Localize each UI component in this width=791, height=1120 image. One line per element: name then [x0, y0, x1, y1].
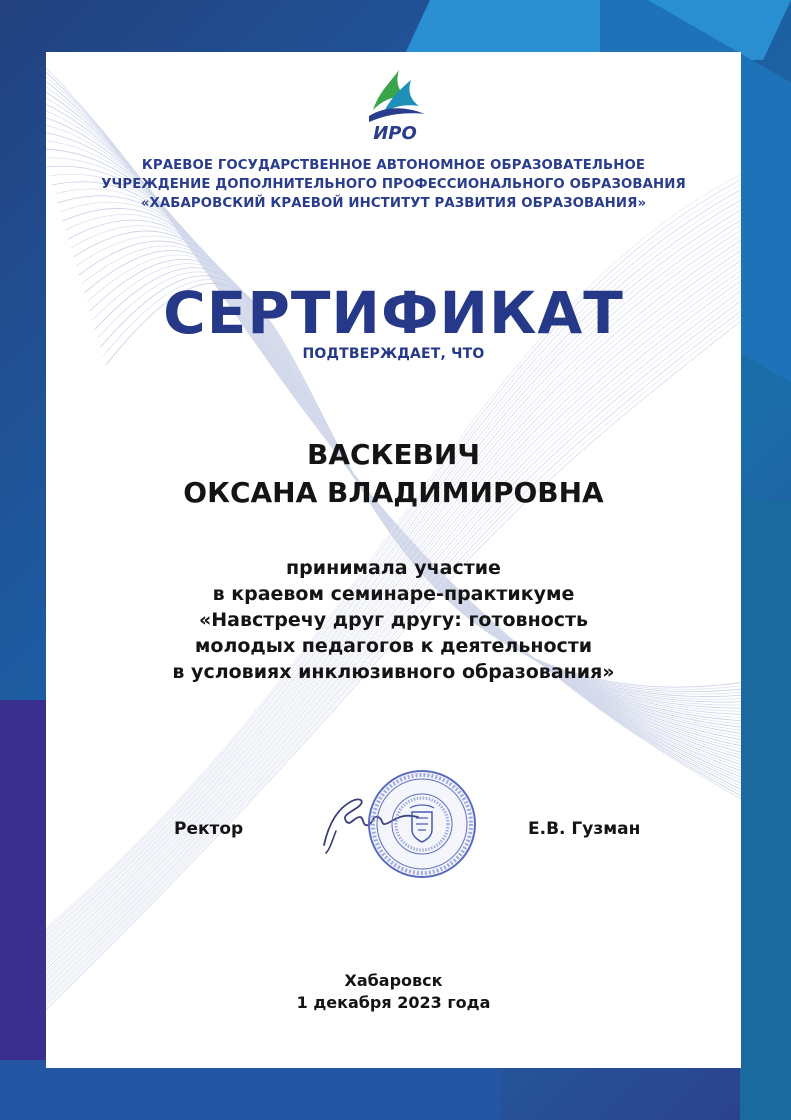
body-line: принимала участие — [286, 557, 501, 579]
official-seal — [366, 768, 478, 880]
body-line: молодых педагогов к деятельности — [194, 635, 593, 657]
iro-logo — [359, 66, 431, 142]
certificate-title: СЕРТИФИКАТ — [163, 279, 624, 347]
frame-band — [740, 500, 791, 1120]
organization-name — [46, 156, 741, 213]
body-line: «Навстречу друг другу: готовность — [198, 609, 589, 631]
body-line: в условиях инклюзивного образования» — [172, 661, 615, 683]
signatory-name: Е.В. Гузман — [528, 819, 641, 839]
frame-band — [0, 1060, 500, 1120]
body-line: в краевом семинаре-практикуме — [212, 583, 575, 605]
certificate-body — [46, 555, 741, 685]
organization-line: УЧРЕЖДЕНИЕ ДОПОЛНИТЕЛЬНОГО ПРОФЕССИОНАЛЬНОГО ОБРАЗОВАНИЯ — [101, 177, 686, 192]
signatory-role: Ректор — [174, 819, 244, 839]
certificate-subtitle: ПОДТВЕРЖДАЕТ, ЧТО — [302, 346, 485, 362]
svg-text:ИРО: ИРО — [373, 123, 417, 142]
issue-place-date — [46, 970, 741, 1014]
recipient-surname: ВАСКЕВИЧ — [307, 438, 480, 471]
issue-date: 1 декабря 2023 года — [296, 993, 491, 1012]
recipient-name — [46, 436, 741, 512]
certificate-paper — [46, 52, 741, 1068]
issue-city: Хабаровск — [344, 971, 443, 990]
recipient-given-names: ОКСАНА ВЛАДИМИРОВНА — [183, 476, 604, 509]
organization-line: КРАЕВОЕ ГОСУДАРСТВЕННОЕ АВТОНОМНОЕ ОБРАЗОВАТЕЛЬНОЕ — [141, 158, 646, 173]
organization-line: «ХАБАРОВСКИЙ КРАЕВОЙ ИНСТИТУТ РАЗВИТИЯ ОБРАЗОВАНИЯ» — [140, 196, 647, 211]
